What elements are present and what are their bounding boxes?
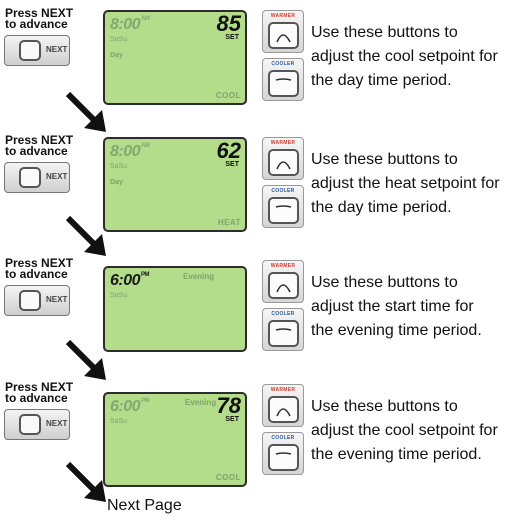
press-line-2: to advance	[5, 144, 68, 158]
press-line-1: Press NEXT	[5, 256, 74, 270]
lcd-days: SaSu	[110, 163, 128, 170]
lcd-days: SaSu	[110, 292, 128, 299]
cooler-label: COOLER	[271, 435, 295, 441]
lcd-period: Evening	[185, 398, 217, 407]
desc-line-2: adjust the cool setpoint for	[311, 48, 498, 65]
lcd-ampm: PM	[141, 398, 150, 404]
cooler-button[interactable]	[262, 432, 304, 475]
lcd-ampm: AM	[141, 16, 150, 22]
lcd-days: SaSu	[110, 418, 128, 425]
diagonal-down-right-arrow-icon	[62, 88, 110, 136]
press-line-2: to advance	[5, 391, 68, 405]
lcd-time: $8:00^{AM}$	[110, 16, 150, 33]
next-button-label: NEXT	[46, 45, 68, 54]
next-button[interactable]	[4, 35, 70, 66]
desc-line-3: the evening time period.	[311, 322, 482, 339]
desc-line-3: the day time period.	[311, 199, 452, 216]
next-page-link[interactable]: Next Page	[107, 497, 182, 514]
lcd-time: $8:00^{AM}$	[110, 143, 150, 160]
warmer-key[interactable]	[268, 149, 299, 176]
cooler-button[interactable]	[262, 308, 304, 351]
lcd-time: $6:00^{PM}$	[110, 272, 150, 289]
cooler-key[interactable]	[268, 197, 299, 224]
press-line-2: to advance	[5, 17, 68, 31]
warmer-key[interactable]	[268, 22, 299, 49]
cooler-key[interactable]	[268, 70, 299, 97]
caret-up-icon	[274, 401, 293, 418]
lcd-set-label: SET	[225, 34, 239, 41]
next-key[interactable]	[19, 290, 41, 311]
next-button-label: NEXT	[46, 295, 68, 304]
desc-line-1: Use these buttons to	[311, 398, 458, 415]
press-line-1: Press NEXT	[5, 380, 74, 394]
desc-line-2: adjust the heat setpoint for	[311, 175, 500, 192]
caret-down-icon	[274, 325, 293, 342]
lcd-setpoint: 78	[216, 393, 241, 418]
caret-down-icon	[274, 449, 293, 466]
warmer-label: WARMER	[270, 140, 296, 146]
next-key[interactable]	[19, 414, 41, 435]
desc-line-2: adjust the cool setpoint for	[311, 422, 498, 439]
warmer-button[interactable]	[262, 10, 304, 53]
warmer-label: WARMER	[270, 263, 296, 269]
lcd-mode: HEAT	[217, 218, 241, 227]
next-key[interactable]	[19, 167, 41, 188]
lcd-ampm: PM	[141, 272, 150, 278]
caret-down-icon	[274, 202, 293, 219]
caret-up-icon	[274, 154, 293, 171]
step-description	[311, 395, 525, 467]
cooler-key[interactable]	[268, 320, 299, 347]
diagonal-down-right-arrow-icon	[62, 212, 110, 260]
warmer-key[interactable]	[268, 396, 299, 423]
press-next-instruction	[5, 382, 73, 404]
caret-up-icon	[274, 27, 293, 44]
thermostat-lcd	[103, 266, 247, 352]
next-button[interactable]	[4, 285, 70, 316]
diagonal-down-right-arrow-icon	[62, 336, 110, 384]
cooler-label: COOLER	[271, 311, 295, 317]
lcd-set-label: SET	[225, 161, 239, 168]
lcd-setpoint: 85	[216, 11, 241, 36]
next-button-label: NEXT	[46, 419, 68, 428]
step-description	[311, 148, 525, 220]
desc-line-1: Use these buttons to	[311, 24, 458, 41]
lcd-mode: COOL	[215, 91, 241, 100]
cooler-button[interactable]	[262, 58, 304, 101]
thermostat-lcd	[103, 10, 247, 105]
warmer-button[interactable]	[262, 384, 304, 427]
next-button-label: NEXT	[46, 172, 68, 181]
warmer-label: WARMER	[270, 13, 296, 19]
warmer-button[interactable]	[262, 260, 304, 303]
cooler-key[interactable]	[268, 444, 299, 471]
warmer-button[interactable]	[262, 137, 304, 180]
press-line-2: to advance	[5, 267, 68, 281]
press-next-instruction	[5, 258, 73, 280]
lcd-time: $6:00^{PM}$	[110, 398, 150, 415]
cooler-button[interactable]	[262, 185, 304, 228]
next-button[interactable]	[4, 162, 70, 193]
cooler-label: COOLER	[271, 188, 295, 194]
caret-down-icon	[274, 75, 293, 92]
desc-line-3: the evening time period.	[311, 446, 482, 463]
lcd-period: Day	[110, 179, 123, 186]
lcd-mode: COOL	[215, 473, 241, 482]
caret-up-icon	[274, 277, 293, 294]
warmer-key[interactable]	[268, 272, 299, 299]
thermostat-lcd	[103, 137, 247, 232]
next-key[interactable]	[19, 40, 41, 61]
lcd-period: Evening	[183, 272, 215, 281]
diagonal-down-right-arrow-icon	[62, 458, 110, 506]
press-line-1: Press NEXT	[5, 133, 74, 147]
step-description	[311, 21, 525, 93]
desc-line-2: adjust the start time for	[311, 298, 474, 315]
press-line-1: Press NEXT	[5, 6, 74, 20]
lcd-ampm: AM	[141, 143, 150, 149]
thermostat-lcd	[103, 392, 247, 487]
warmer-label: WARMER	[270, 387, 296, 393]
desc-line-1: Use these buttons to	[311, 274, 458, 291]
step-description	[311, 271, 525, 343]
desc-line-3: the day time period.	[311, 72, 452, 89]
next-button[interactable]	[4, 409, 70, 440]
press-next-instruction	[5, 8, 73, 30]
lcd-period: Day	[110, 52, 123, 59]
lcd-set-label: SET	[225, 416, 239, 423]
lcd-days: SaSu	[110, 36, 128, 43]
lcd-setpoint: 62	[216, 138, 241, 163]
desc-line-1: Use these buttons to	[311, 151, 458, 168]
press-next-instruction	[5, 135, 73, 157]
cooler-label: COOLER	[271, 61, 295, 67]
